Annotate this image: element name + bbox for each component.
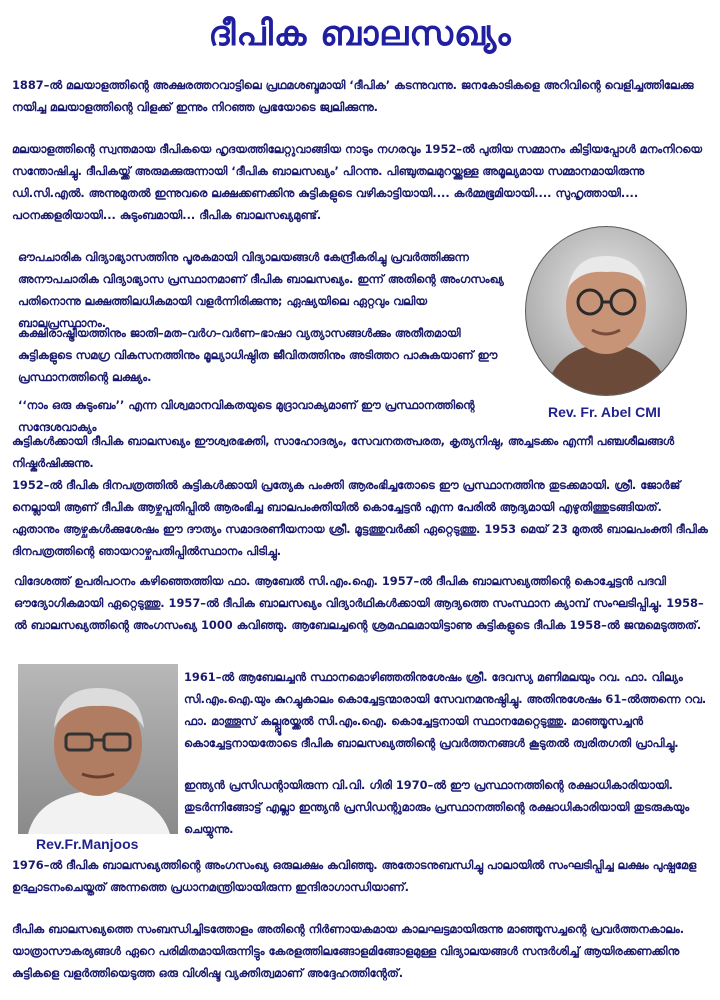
paragraph-vv-giri: ഇന്ത്യൻ പ്രസിഡന്റായിരുന്ന വി.വി. ഗിരി 1970–ൽ ഈ പ്രസ്ഥാനത്തിന്റെ രക്ഷാധികാരിയായി. തുടർന്നിങ്ങോട്ട് എല്ലാ ഇന്ത്യൻ പ്രസിഡന്റുമാരും പ്രസ്ഥാനത്തിന്റെ രക്ഷാധികാരിയായി തുടരുകയും ചെയ്യുന്നു. bbox=[184, 778, 690, 836]
paragraph-five-virtues: കുട്ടികൾക്കായി ദീപിക ബാലസഖ്യം ഈശ്വരഭക്തി, സാഹോദര്യം, സേവനതത്പരത, കൃത്യനിഷ്ഠ, അച്ചടക്കം എന്നീ പഞ്ചശീലങ്ങൾ നിഷ്കർഷിക്കുന്നു. bbox=[12, 434, 675, 470]
paragraph-manjoos-era: ദീപിക ബാലസഖ്യത്തെ സംബന്ധിച്ചിടത്തോളം അതിന്റെ നിർണായകമായ കാലഘട്ടമായിരുന്നു മാഞ്ഞൂസച്ചന്റെ പ്രവർത്തനകാലം. യാത്രാസൗകര്യങ്ങൾ ഏറെ പരിമിതമായിരുന്നിട്ടും കേരളത്തിലങ്ങോളമിങ്ങോളമുള്ള വിദ്യാലയങ്ങൾ സന്ദർശിച്ച് ആയിരക്കണക്കിനു കുട്ടികളെ വളർത്തിയെടുത്ത ഒരു വിശിഷ്ട വ്യക്തിത്വമാണ് അദ്ദേഹത്തിന്റേത്. bbox=[12, 922, 685, 980]
paragraph-fr-abel: വിദേശത്ത് ഉപരിപഠനം കഴിഞ്ഞെത്തിയ ഫാ. ആബേൽ സി.എം.ഐ. 1957–ൽ ദീപിക ബാലസഖ്യത്തിന്റെ കൊച്ചേട്ടൻ പദവി ഔദ്യോഗികമായി ഏറ്റെടുത്തു. 1957–ൽ ദീപിക ബാലസഖ്യം വിദ്യാർഥികൾക്കായി ആദ്യത്തെ സംസ്ഥാന ക്യാമ്പ് സംഘടിപ്പിച്ചു. 1958–ൽ ബാലസഖ്യത്തിന്റെ അംഗസംഖ്യ 1000 കവിഞ്ഞു. ആബേലച്ചന്റെ ശ്രമഫലമായിട്ടാണു കുട്ടികളുടെ ദീപിക 1958–ൽ ജന്മമെടുത്തത്. bbox=[14, 574, 704, 632]
paragraph-1952-birth: മലയാളത്തിന്റെ സ്വന്തമായ ദീപികയെ ഹൃദയത്തിലേറ്റുവാങ്ങിയ നാടും നഗരവും 1952–ൽ പുതിയ സമ്മാനം കിട്ടിയപ്പോൾ മനംനിറയെ സന്തോഷിച്ചു. ദീപികയ്ക്ക് അരുമക്കുരുന്നായി ‘ദീപിക ബാലസഖ്യം’ പിറന്നു. പിഞ്ചുതലമുറയ്ക്കുള്ള അമൂല്യമായ സമ്മാനമായിരുന്നു ഡി.സി.എൽ. അന്നുമുതൽ ഇന്നുവരെ ലക്ഷക്കണക്കിനു കുട്ടികളുടെ വഴികാട്ടിയായി.... കർമ്മഭൂമിയായി.... സുഹൃത്തായി.... പഠനക്കളരിയായി... കുടുംബമായി... ദീപിക ബാലസഖ്യമുണ്ട്. bbox=[12, 142, 703, 222]
page-title: ദീപിക ബാലസഖ്യം bbox=[208, 14, 512, 54]
abel-portrait bbox=[524, 226, 688, 396]
paragraph-aim: കക്ഷിരാഷ്ട്രീയത്തിനും ജാതി–മത–വർഗ–വർണ–ഭാഷാ വ്യത്യാസങ്ങൾക്കും അതീതമായി കുട്ടികളുടെ സമഗ്ര വികസനത്തിനും മൂല്യാധിഷ്ഠിത ജീവിതത്തിനും അടിത്തറ പാകുകയാണ് ഈ പ്രസ്ഥാനത്തിന്റെ ലക്ഷ്യം. bbox=[18, 326, 498, 384]
paragraph-1976: 1976–ൽ ദീപിക ബാലസഖ്യത്തിന്റെ അംഗസംഖ്യ ഒരുലക്ഷം കവിഞ്ഞു. അതോടനുബന്ധിച്ചു പാലായിൽ സംഘടിപ്പിച്ച ലക്ഷം പുഷ്പമേള ഉദ്ഘാടനംചെയ്തത് അന്നത്തെ പ്രധാനമന്ത്രിയായിരുന്ന ഇന്ദിരാഗാന്ധിയാണ്. bbox=[12, 858, 697, 894]
abel-portrait-image bbox=[524, 226, 688, 396]
abel-caption: Rev. Fr. Abel CMI bbox=[548, 404, 661, 420]
paragraph-1887: 1887–ൽ മലയാളത്തിന്റെ അക്ഷരത്തറവാട്ടിലെ പ്രഥമശബ്ദമായി ‘ദീപിക’ കടന്നുവന്നു. ജനകോടികളെ അറിവിന്റെ വെളിച്ചത്തിലേക്കു നയിച്ച മലയാളത്തിന്റെ വിളക്ക് ഇന്നും നിറഞ്ഞ പ്രഭയോടെ ജ്വലിക്കുന്നു. bbox=[12, 78, 694, 114]
paragraph-1952-column: 1952–ൽ ദീപിക ദിനപത്രത്തിൽ കുട്ടികൾക്കായി പ്രത്യേക പംക്തി ആരംഭിച്ചതോടെ ഈ പ്രസ്ഥാനത്തിനു തുടക്കമായി. ശ്രീ. ജോർജ് നെല്ലായി ആണ് ദീപിക ആഴ്ചപ്പതിപ്പിൽ ആരംഭിച്ച ബാലപംക്തിയിൽ കൊച്ചേട്ടൻ എന്ന പേരിൽ ആദ്യമായി എഴുതിത്തുടങ്ങിയത്. ഏതാനും ആഴ്ചകൾക്കുശേഷം ഈ ദൗത്യം സമാദരണീയനായ ശ്രീ. മൂട്ടത്തുവർക്കി ഏറ്റെടുത്തു. 1953 മെയ് 23 മുതൽ ബാലപംക്തി ദീപിക ദിനപത്രത്തിന്റെ ഞായറാഴ്ചപതിപ്പിൽസ്ഥാനം പിടിച്ചു. bbox=[12, 478, 708, 558]
paragraph-informal-education: ഔപചാരിക വിദ്യാഭ്യാസത്തിനു പൂരകമായി വിദ്യാലയങ്ങൾ കേന്ദ്രീകരിച്ചു പ്രവർത്തിക്കുന്ന അനൗപചാരിക വിദ്യാഭ്യാസ പ്രസ്ഥാനമാണ് ദീപിക ബാലസഖ്യം. ഇന്ന് അതിന്റെ അംഗസംഖ്യ പതിനൊന്നു ലക്ഷത്തിലധികമായി വളർന്നിരിക്കുന്നു; ഏഷ്യയിലെ ഏറ്റവും വലിയ ബാലപ്രസ്ഥാനം. bbox=[18, 250, 504, 330]
paragraph-motto: ‘‘നാം ഒരു കുടുംബം’’ എന്ന വിശ്വമാനവികതയുടെ മുദ്രാവാക്യമാണ് ഈ പ്രസ്ഥാനത്തിന്റെ സന്ദേശവാക്യം bbox=[18, 398, 475, 434]
manjoos-portrait-image bbox=[18, 664, 178, 834]
paragraph-1961: 1961–ൽ ആബേലച്ചൻ സ്ഥാനമൊഴിഞ്ഞതിനുശേഷം ശ്രീ. ദേവസ്യ മണിമലയും റവ. ഫാ. വില്യം സി.എം.ഐ.യും കുറച്ചുകാലം കൊച്ചേട്ടന്മാരായി സേവനമനുഷ്ഠിച്ചു. അതിനുശേഷം 61–ൽത്തന്നെ റവ. ഫാ. മാത്തൂസ് കല്പ്പൂരയ്ക്കൽ സി.എം.ഐ. കൊച്ചേട്ടനായി സ്ഥാനമേറ്റെടുത്തു. മാഞ്ഞൂസച്ചൻ കൊച്ചേട്ടനായതോടെ ദീപിക ബാലസഖ്യത്തിന്റെ പ്രവർത്തനങ്ങൾ കൂടുതൽ ത്വരിതഗതി പ്രാപിച്ചു. bbox=[184, 670, 707, 750]
manjoos-caption: Rev.Fr.Manjoos bbox=[36, 836, 139, 852]
manjoos-portrait bbox=[18, 664, 178, 834]
